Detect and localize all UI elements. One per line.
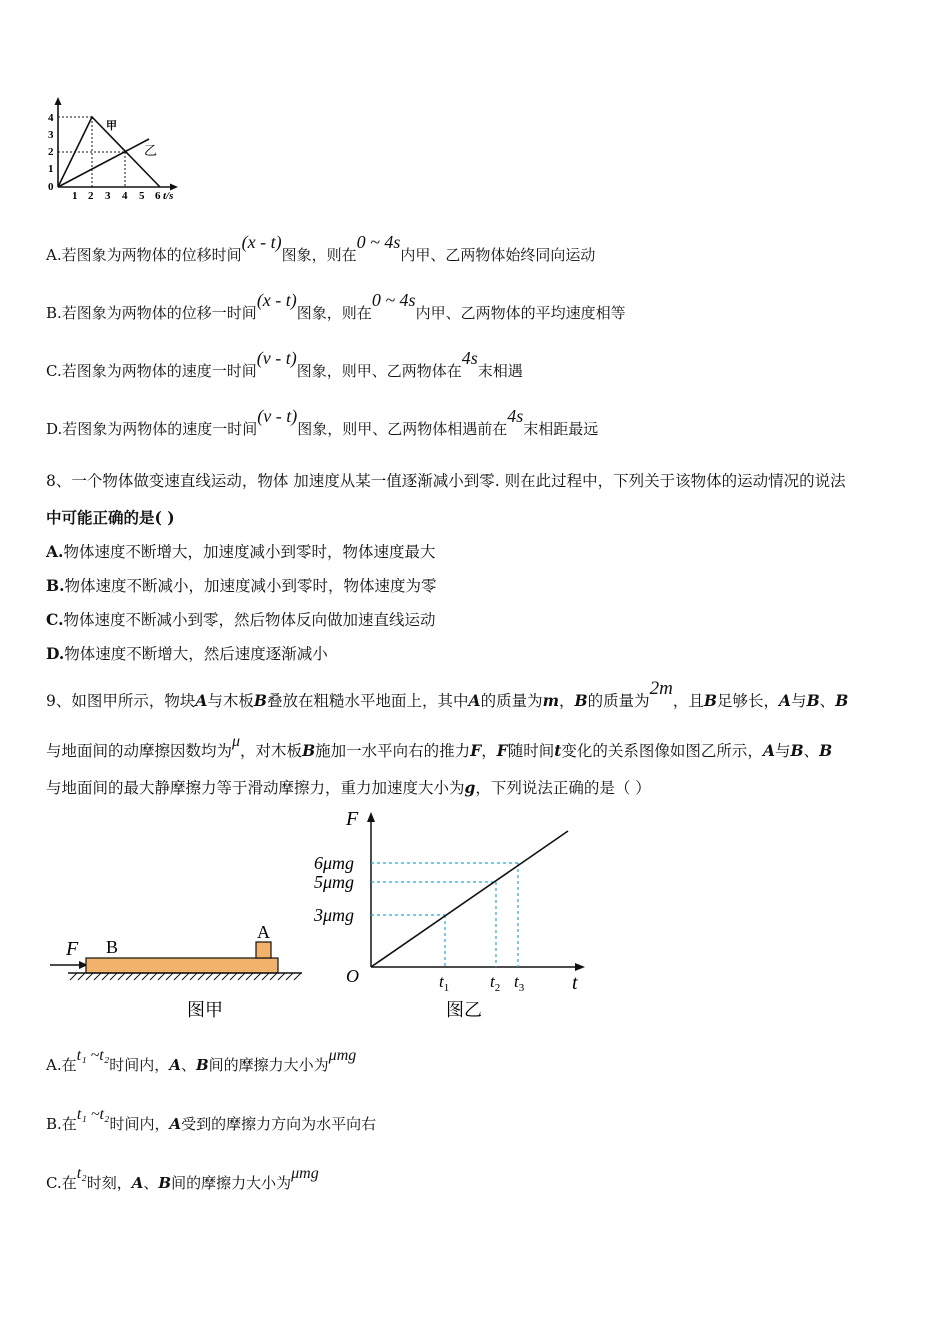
label-jia: 甲 [106, 120, 117, 132]
y-tick-3: 3 [48, 129, 54, 141]
axis-label-t: t [572, 972, 578, 994]
q9-stem-line2: 与地面间的动摩擦因数均为μ，对木板B施加一水平向右的推力F，F随时间t变化的关系图像如图乙所示，A与B、B [46, 733, 833, 760]
option-text: 物体速度不断减小，加速度减小到零时，物体速度为零 [64, 577, 437, 595]
tick-t3: $t_3$ [514, 972, 525, 994]
x-tick-2: 2 [88, 190, 94, 202]
option-letter: A. [46, 542, 64, 561]
q9-option-a[interactable]: A.在t₁ ~t₂时间内，A、B间的摩擦力大小为μmg [46, 1047, 357, 1074]
option-text: 图象，则甲、乙两物体在 [296, 362, 462, 380]
q8-stem-line1: 8、一个物体做变速直线运动，物体 加速度从某一值逐渐减小到零. 则在此过程中，下列关于该物体的运动情况的说法 [46, 472, 846, 490]
option-letter: D. [46, 644, 65, 663]
y-axis-arrow [367, 812, 375, 822]
option-letter: D. [46, 420, 63, 438]
force-label-f: F [66, 938, 79, 960]
q9-option-c[interactable]: C.在t₂时刻，A、B间的摩擦力大小为μmg [46, 1165, 319, 1192]
tick-6mumg: 6μmg [314, 853, 355, 873]
y-tick-0: 0 [48, 181, 54, 193]
tick-t1: $t_1$ [439, 972, 450, 994]
q8-option-d[interactable] [46, 642, 328, 664]
option-text: 内甲、乙两物体的平均速度相等 [415, 304, 626, 322]
tick-3mumg: 3μmg [314, 905, 355, 925]
option-text: 内甲、乙两物体始终同向运动 [400, 246, 596, 264]
option-letter: C. [46, 362, 62, 380]
option-text: 末相距最远 [523, 420, 599, 438]
q8-option-a[interactable] [46, 540, 435, 562]
board-b [86, 958, 278, 973]
tick-t2: $t_2$ [490, 972, 501, 994]
block-a [256, 942, 271, 958]
option-letter: C. [46, 610, 64, 629]
graph-y-arrow [55, 97, 62, 105]
small-motion-graph [40, 95, 190, 205]
option-text: 物体速度不断减小到零，然后物体反向做加速直线运动 [63, 611, 436, 629]
option-letter: B. [46, 304, 62, 322]
f-t-line [371, 831, 568, 967]
q9-stem-line1: 9、如图甲所示，物块A与木板B叠放在粗糙水平地面上，其中A的质量为m，B的质量为2m，且B足够长，A与B、B [46, 678, 849, 710]
y-tick-2: 2 [48, 146, 54, 158]
figure-yi [300, 805, 600, 1030]
math-expr: 0 ~ 4s [371, 290, 416, 310]
math-expr: (v - t) [256, 348, 297, 368]
math-expr: 0 ~ 4s [356, 232, 401, 252]
option-text: 图象，则甲、乙两物体相遇前在 [297, 420, 508, 438]
option-text: 图象，则在 [281, 246, 357, 264]
q9-stem-line3: 与地面间的最大静摩擦力等于滑动摩擦力，重力加速度大小为g，下列说法正确的是（ ） [46, 778, 651, 797]
caption-yi: 图乙 [446, 1000, 482, 1020]
option-text: 末相遇 [477, 362, 523, 380]
board-label-b: B [106, 937, 119, 957]
ground-hatch [70, 973, 301, 980]
x-tick-6: 6 [155, 190, 161, 202]
math-expr: (x - t) [256, 290, 297, 310]
math-expr: 4s [461, 348, 478, 368]
x-unit: t/s [163, 190, 174, 202]
label-yi: 乙 [144, 143, 158, 158]
option-letter: A. [46, 246, 62, 264]
q8-option-c[interactable] [46, 608, 435, 630]
x-tick-1: 1 [72, 190, 78, 202]
option-text: 物体速度不断增大，加速度减小到零时，物体速度最大 [63, 543, 436, 561]
q8-stem-line2: 中可能正确的是( ) [46, 508, 175, 527]
math-expr: (x - t) [241, 232, 282, 252]
q7-option-c[interactable] [46, 348, 523, 381]
caption-jia: 图甲 [187, 1000, 223, 1020]
option-text: 若图象为两物体的位移时间 [61, 246, 242, 264]
axis-label-f: F [346, 808, 359, 830]
figure-jia [44, 920, 314, 1025]
option-text: 若图象为两物体的速度一时间 [61, 362, 257, 380]
option-text: 图象，则在 [296, 304, 372, 322]
series-yi [58, 139, 149, 187]
math-expr: (v - t) [257, 406, 298, 426]
option-text: 若图象为两物体的速度一时间 [62, 420, 258, 438]
q7-option-d[interactable] [46, 406, 599, 439]
q7-option-a[interactable] [46, 232, 596, 265]
x-axis-arrow [575, 963, 585, 971]
q7-option-b[interactable] [46, 290, 626, 323]
x-tick-3: 3 [105, 190, 111, 202]
x-tick-4: 4 [122, 190, 128, 202]
y-tick-1: 1 [48, 163, 54, 175]
y-tick-4: 4 [48, 112, 54, 124]
tick-5mumg: 5μmg [314, 872, 355, 892]
option-text: 若图象为两物体的位移一时间 [61, 304, 257, 322]
q9-option-b[interactable]: B.在t₁ ~t₂时间内，A受到的摩擦力方向为水平向右 [46, 1106, 377, 1133]
option-text: 物体速度不断增大，然后速度逐渐减小 [64, 645, 328, 663]
option-letter: B. [46, 576, 65, 595]
x-tick-5: 5 [139, 190, 145, 202]
block-label-a: A [257, 922, 270, 942]
q8-option-b[interactable] [46, 574, 437, 596]
origin-label: O [346, 966, 359, 986]
math-expr: 4s [507, 406, 524, 426]
